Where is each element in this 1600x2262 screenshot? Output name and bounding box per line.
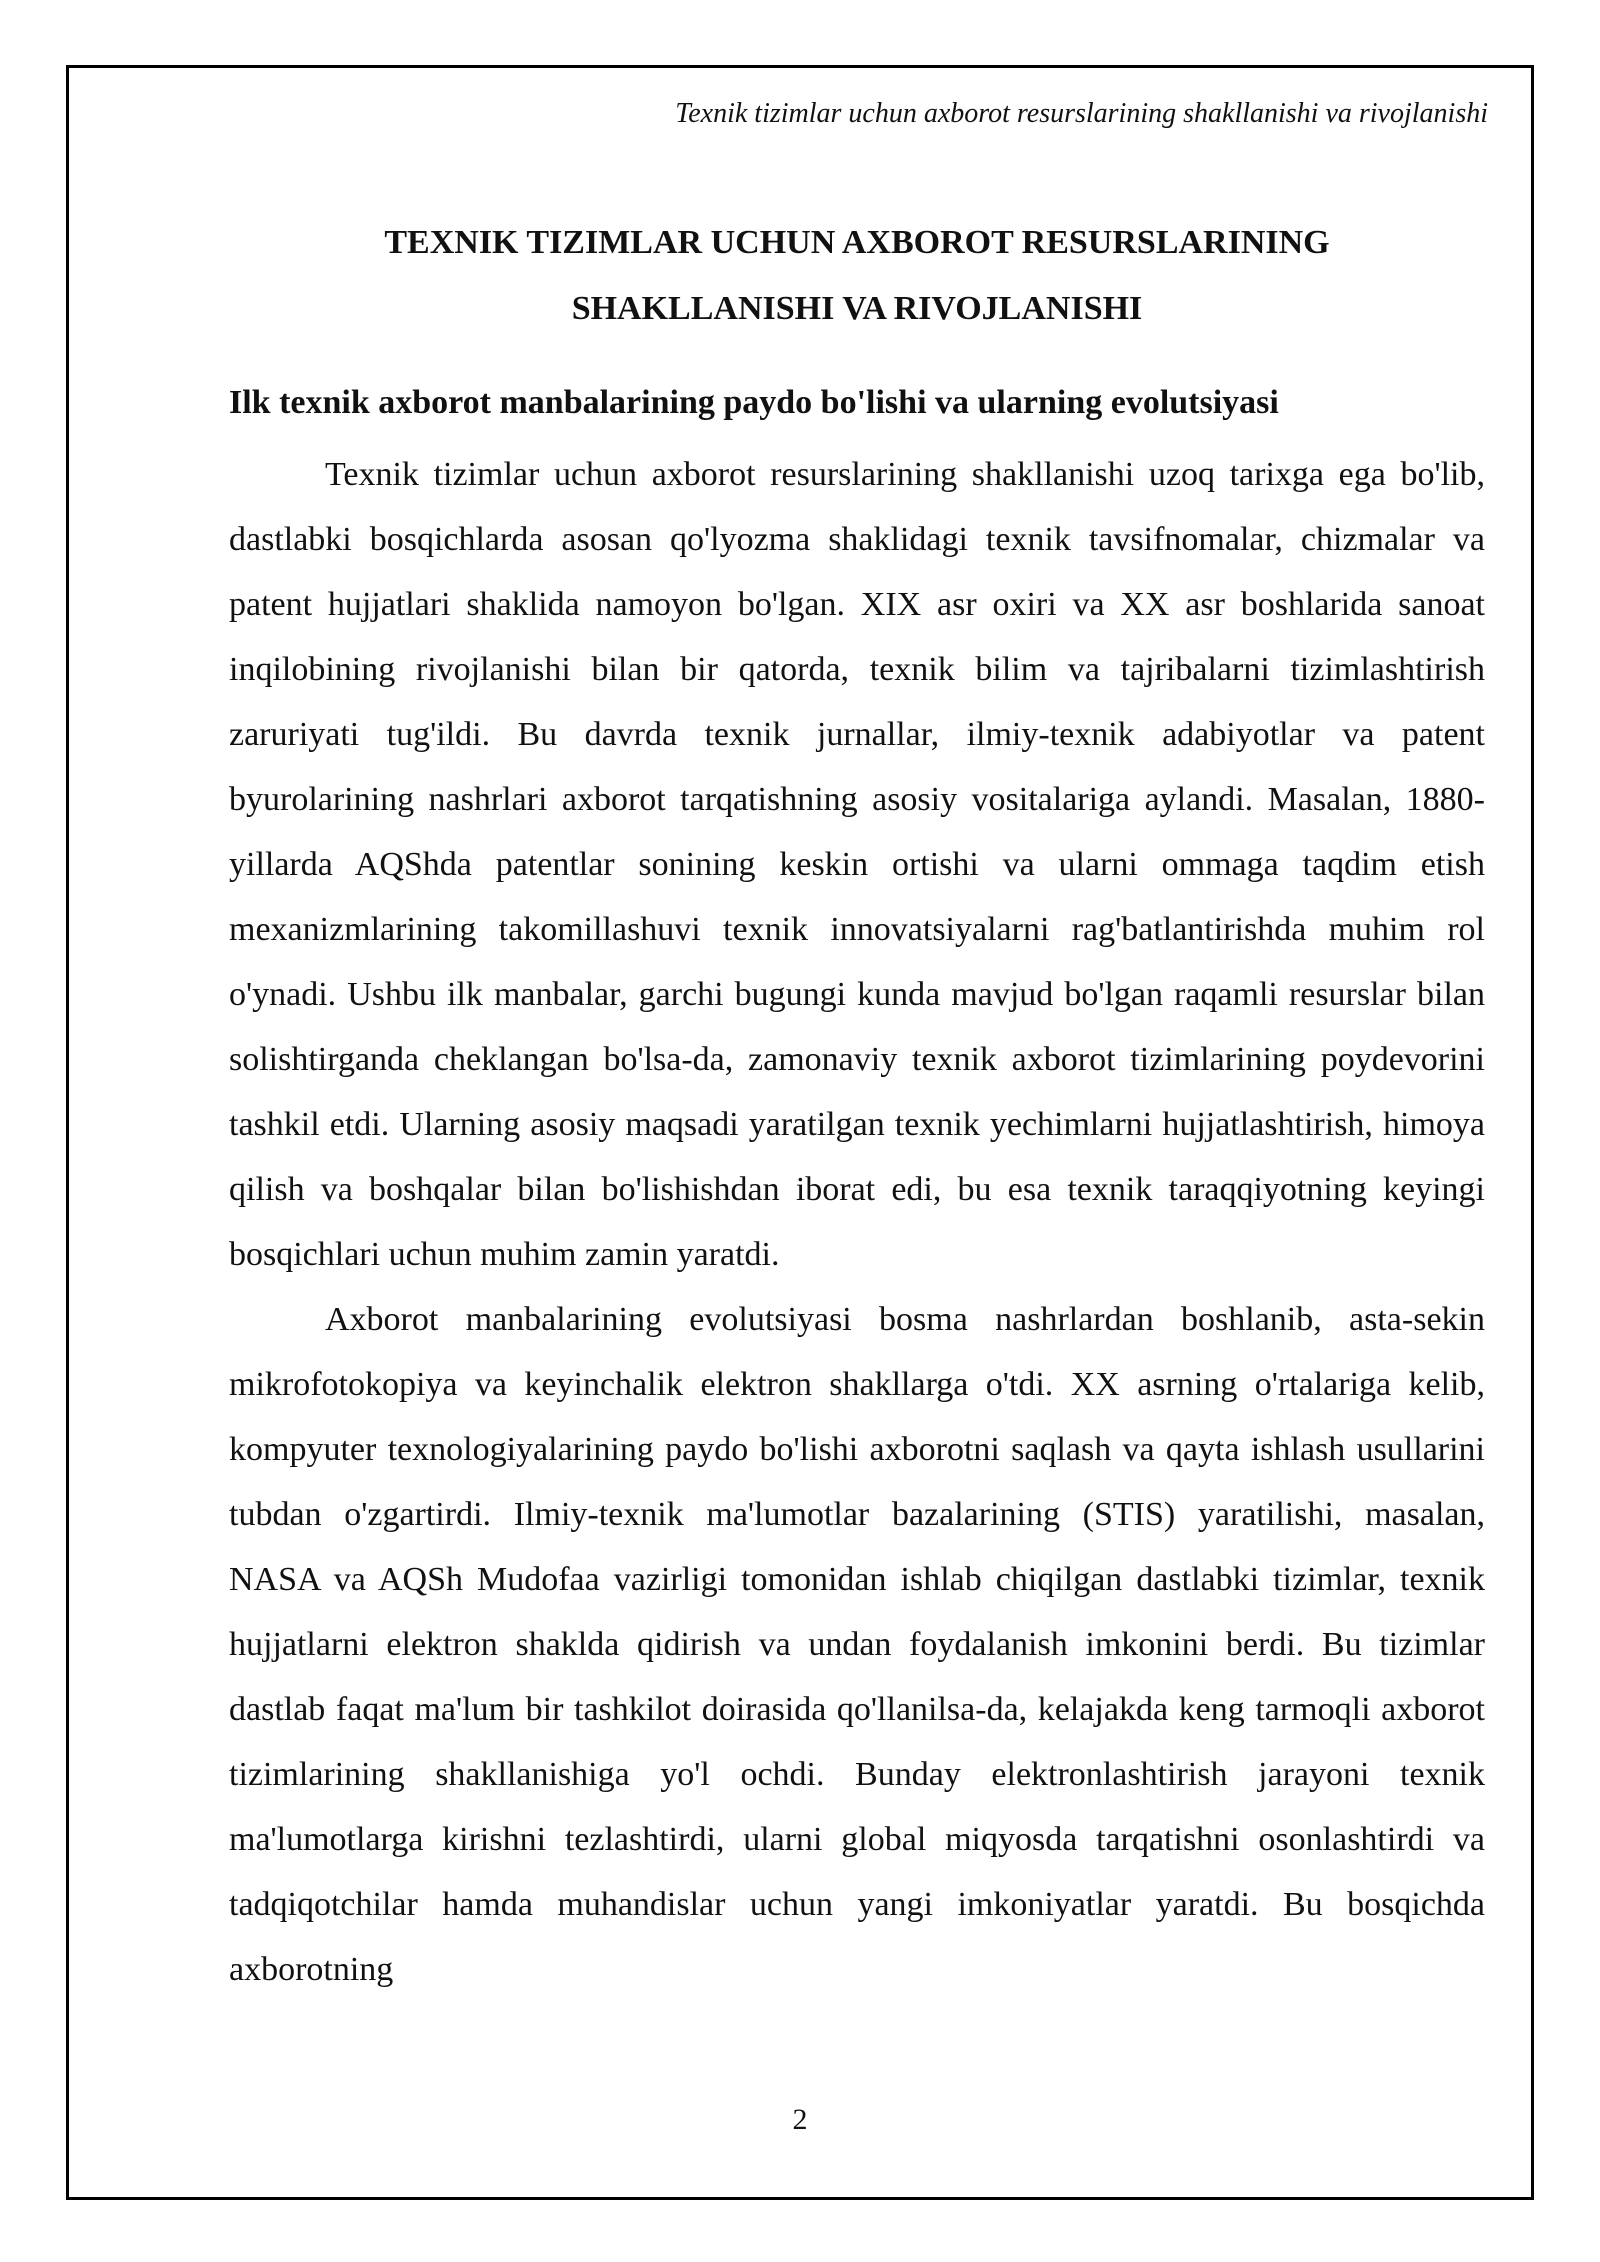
running-header: Texnik tizimlar uchun axborot resurslarining shakllanishi va rivojlanishi: [675, 98, 1488, 129]
document-title: [229, 210, 1485, 342]
page-number: 2: [792, 2103, 808, 2136]
section-heading: Ilk texnik axborot manbalarining paydo bo'lishi va ularning evolutsiyasi: [229, 384, 1279, 421]
title-line-1: TEXNIK TIZIMLAR UCHUN AXBOROT RESURSLARINING: [384, 224, 1330, 261]
document-body: [229, 210, 1485, 2002]
body-paragraph-1: Texnik tizimlar uchun axborot resurslarining shakllanishi uzoq tarixga ega bo'lib, dastlabki bosqichlarda asosan qo'lyozma shaklidagi texnik tavsifnomalar, chizmalar va patent hujjatlari shaklida namoyon bo'lgan. XIX asr oxiri va XX asr boshlarida sanoat inqilobining rivojlanishi bilan bir qatorda, texnik bilim va tajribalarni tizimlashtirish zaruriyati tug'ildi. Bu davrda texnik jurnallar, ilmiy-texnik adabiyotlar va patent byurolarining nashrlari axborot tarqatishning asosiy vositalariga aylandi. Masalan, 1880-yillarda AQShda patentlar sonining keskin ortishi va ularni ommaga taqdim etish mexanizmlarining takomillashuvi texnik innovatsiyalarni rag'batlantirishda muhim rol o'ynadi. Ushbu ilk manbalar, garchi bugungi kunda mavjud bo'lgan raqamli resurslar bilan solishtirganda cheklangan bo'lsa-da, zamonaviy texnik axborot tizimlarining poydevorini tashkil etdi. Ularning asosiy maqsadi yaratilgan texnik yechimlarni hujjatlashtirish, himoya qilish va boshqalar bilan bo'lishishdan iborat edi, bu esa texnik taraqqiyotning keyingi bosqichlari uchun muhim zamin yaratdi.: [229, 456, 1485, 1273]
body-paragraph-2: Axborot manbalarining evolutsiyasi bosma nashrlardan boshlanib, asta-sekin mikrofotokopiya va keyinchalik elektron shakllarga o'tdi. XX asrning o'rtalariga kelib, kompyuter texnologiyalarining paydo bo'lishi axborotni saqlash va qayta ishlash usullarini tubdan o'zgartirdi. Ilmiy-texnik ma'lumotlar bazalarining (STIS) yaratilishi, masalan, NASA va AQSh Mudofaa vazirligi tomonidan ishlab chiqilgan dastlabki tizimlar, texnik hujjatlarni elektron shaklda qidirish va undan foydalanish imkonini berdi. Bu tizimlar dastlab faqat ma'lum bir tashkilot doirasida qo'llanilsa-da, kelajakda keng tarmoqli axborot tizimlarining shakllanishiga yo'l ochdi. Bunday elektronlashtirish jarayoni texnik ma'lumotlarga kirishni tezlashtirdi, ularni global miqyosda tarqatishni osonlashtirdi va tadqiqotchilar hamda muhandislar uchun yangi imkoniyatlar yaratdi. Bu bosqichda axborotning: [229, 1301, 1485, 1988]
title-line-2: SHAKLLANISHI VA RIVOJLANISHI: [571, 290, 1143, 327]
